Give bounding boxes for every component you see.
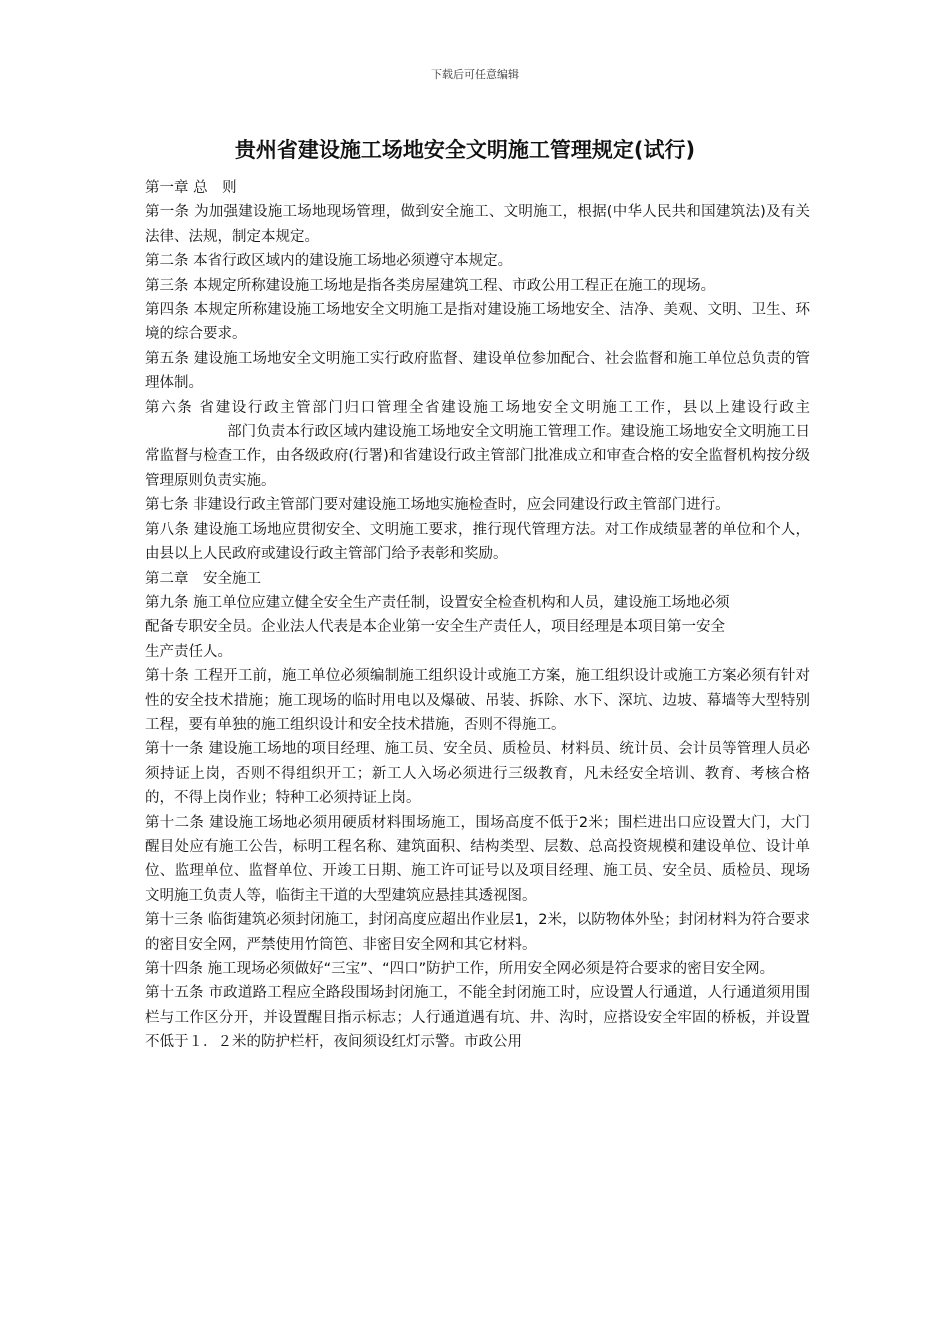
header-note: 下载后可任意编辑 — [431, 68, 519, 81]
paragraph-article-12: 第十二条 建设施工场地必须用硬质材料围场施工，围场高度不低于2米；围栏进出口应设置大门，大门醒目处应有施工公告，标明工程名称、建筑面积、结构类型、层数、总高投资规模和建设单位、设计单位、监理单位、监督单位、开竣工日期、施工许可证号以及项目经理、施工员、安全员、质检员、现场文明施工负责人等，临街主干道的大型建筑应悬挂其透视图。 — [145, 814, 810, 904]
paragraph-article-9-line-1: 第九条 施工单位应建立健全安全生产责任制，设置安全检查机构和人员，建设施工场地必须 — [145, 594, 730, 611]
paragraph-chapter-1: 第一章 总 则 — [145, 180, 237, 196]
paragraph-article-2: 第二条 本省行政区域内的建设施工场地必须遵守本规定。 — [145, 253, 513, 270]
paragraph-article-7: 第七条 非建设行政主管部门要对建设施工场地实施检查时，应会同建设行政主管部门进行。 — [145, 497, 730, 514]
document-title: 贵州省建设施工场地安全文明施工管理规定(试行) — [234, 138, 696, 162]
paragraph-article-4: 第四条 本规定所称建设施工场地安全文明施工是指对建设施工场地安全、洁净、美观、文明、卫生、环境的综合要求。 — [145, 302, 810, 343]
paragraph-article-3: 第三条 本规定所称建设施工场地是指各类房屋建筑工程、市政公用工程正在施工的现场。 — [145, 277, 716, 294]
paragraph-article-5: 第五条 建设施工场地安全文明施工实行政府监督、建设单位参加配合、社会监督和施工单位总负责的管理体制。 — [145, 350, 810, 392]
paragraph-article-6 — [145, 396, 810, 494]
paragraph-article-14: 第十四条 施工现场必须做好“三宝”、“四口”防护工作，所用安全网必须是符合要求的密目安全网。 — [145, 961, 775, 977]
paragraph-article-10: 第十条 工程开工前，施工单位必须编制施工组织设计或施工方案，施工组织设计或施工方案必须有针对性的安全技术措施；施工现场的临时用电以及爆破、吊装、拆除、水下、深坑、边坡、幕墙等大型特别工程，要有单独的施工组织设计和安全技术措施，否则不得施工。 — [145, 668, 810, 733]
paragraph-article-8: 第八条 建设施工场地应贯彻安全、文明施工要求，推行现代管理方法。对工作成绩显著的单位和个人，由县以上人民政府或建设行政主管部门给予表彰和奖励。 — [145, 521, 810, 563]
document-body — [145, 176, 810, 1055]
paragraph-article-1: 第一条 为加强建设施工场地现场管理，做到安全施工、文明施工，根据(中华人民共和国建筑法)及有关法律、法规，制定本规定。 — [145, 204, 810, 245]
paragraph-article-9-line-2: 配备专职安全员。企业法人代表是本企业第一安全生产责任人，项目经理是本项目第一安全 — [145, 619, 725, 636]
paragraph-article-13: 第十三条 临街建筑必须封闭施工，封闭高度应超出作业层1，2米，以防物体外坠；封闭材料为符合要求的密目安全网，严禁使用竹筒笆、非密目安全网和其它材料。 — [145, 912, 810, 953]
paragraph-article-9-line-3: 生产责任人。 — [145, 643, 232, 660]
paragraph-article-11: 第十一条 建设施工场地的项目经理、施工员、安全员、质检员、材料员、统计员、会计员等管理人员必须持证上岗，否则不得组织开工；新工人入场必须进行三级教育，凡未经安全培训、教育、考核合格的，不得上岗作业；特种工必须持证上岗。 — [145, 741, 810, 807]
paragraph-chapter-2: 第二章 安全施工 — [145, 570, 261, 587]
article-6-part-1: 第六条 省建设行政主管部门归口管理全省建设施工场地安全文明施工工作，县以上建设行政主 — [145, 399, 810, 416]
article-6-part-2: 部门负责本行政区域内建设施工场地安全文明施工管理工作。建设施工场地安全文明施工日常监督与检查工作，由各级政府(行署)和省建设行政主管部门批准成立和审查合格的安全监督机构按分级管理原则负责实施。 — [145, 424, 810, 489]
paragraph-article-15: 第十五条 市政道路工程应全路段围场封闭施工，不能全封闭施工时，应设置人行通道，人行通道须用围栏与工作区分开，并设置醒目指示标志；人行通道遇有坑、井、沟时，应搭设安全牢固的桥板，并设置不低于１．２米的防护栏杆，夜间须设红灯示警。市政公用 — [145, 985, 810, 1051]
